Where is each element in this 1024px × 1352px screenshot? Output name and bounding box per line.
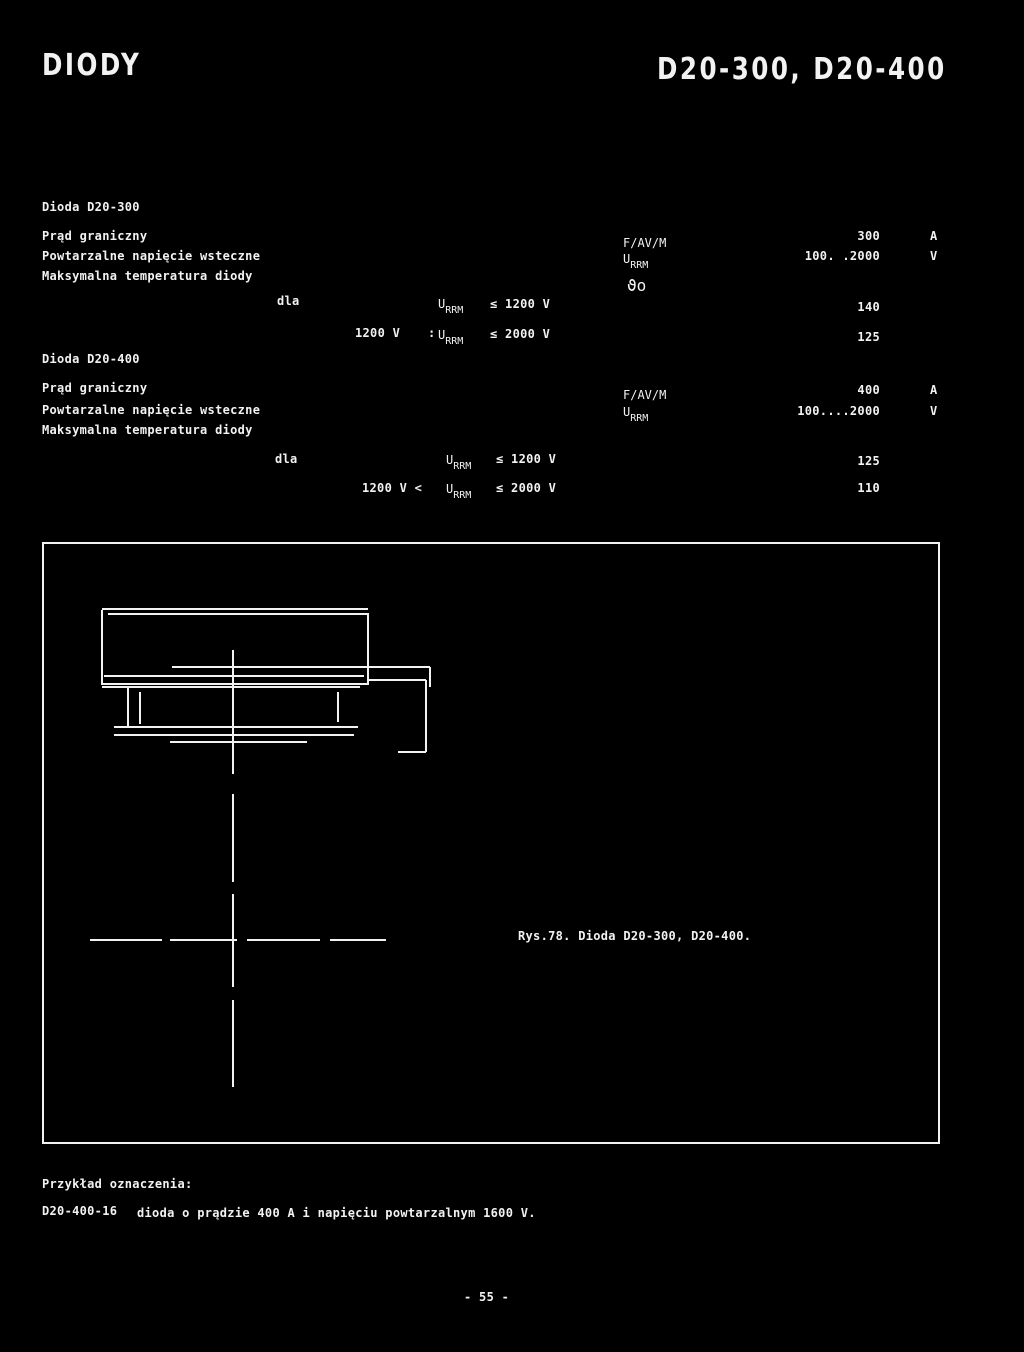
spec-label: Maksymalna temperatura diody (42, 423, 253, 437)
condition-symbol: $U_{RRM}$ (438, 328, 464, 347)
spec-symbol: $U_{RRM}$ (623, 405, 649, 424)
section-title-d20-400: Dioda D20-400 (42, 352, 140, 366)
condition-separator: : (428, 326, 436, 340)
condition-symbol: $U_{RRM}$ (446, 482, 472, 501)
spec-value: 100. .2000 (804, 249, 880, 263)
condition-relation: ≤ 1200 V (496, 452, 557, 466)
condition-relation: ≤ 1200 V (490, 297, 551, 311)
spec-label: Prąd graniczny (42, 381, 148, 395)
page-number: - 55 - (464, 1290, 510, 1304)
diode-drawing (42, 542, 940, 1144)
condition-symbol: $U_{RRM}$ (446, 453, 472, 472)
temperature-symbol: ϑo (627, 276, 647, 295)
example-text: dioda o prądzie 400 A i napięciu powtarzalnym 1600 V. (137, 1206, 536, 1220)
spec-label: Prąd graniczny (42, 229, 148, 243)
spec-unit: A (930, 229, 938, 243)
spec-label: Maksymalna temperatura diody (42, 269, 253, 283)
example-code: D20-400-16 (42, 1204, 118, 1218)
condition-prefix: 1200 V (355, 326, 401, 340)
spec-value: 400 (857, 383, 880, 397)
spec-value: 300 (857, 229, 880, 243)
spec-symbol: F/AV/M (623, 236, 667, 250)
page-header-right: D20-300, D20-400 (657, 52, 947, 87)
condition-prefix: dla (275, 452, 298, 466)
spec-value: 100....2000 (797, 404, 880, 418)
condition-value: 125 (857, 330, 880, 344)
condition-value: 110 (857, 481, 880, 495)
condition-value: 140 (857, 300, 880, 314)
page-header-left: DIODY (42, 48, 142, 83)
condition-prefix: 1200 V < (362, 481, 423, 495)
spec-symbol: F/AV/M (623, 388, 667, 402)
condition-relation: ≤ 2000 V (496, 481, 557, 495)
spec-unit: V (930, 404, 938, 418)
spec-label: Powtarzalne napięcie wsteczne (42, 403, 261, 417)
spec-unit: A (930, 383, 938, 397)
section-title-d20-300: Dioda D20-300 (42, 200, 140, 214)
example-heading: Przykład oznaczenia: (42, 1177, 193, 1191)
condition-prefix: dla (277, 294, 300, 308)
spec-symbol: $U_{RRM}$ (623, 252, 649, 271)
condition-relation: ≤ 2000 V (490, 327, 551, 341)
spec-label: Powtarzalne napięcie wsteczne (42, 249, 261, 263)
condition-symbol: $U_{RRM}$ (438, 297, 464, 316)
spec-unit: V (930, 249, 938, 263)
condition-value: 125 (857, 454, 880, 468)
figure-caption: Rys.78. Dioda D20-300, D20-400. (518, 929, 752, 943)
